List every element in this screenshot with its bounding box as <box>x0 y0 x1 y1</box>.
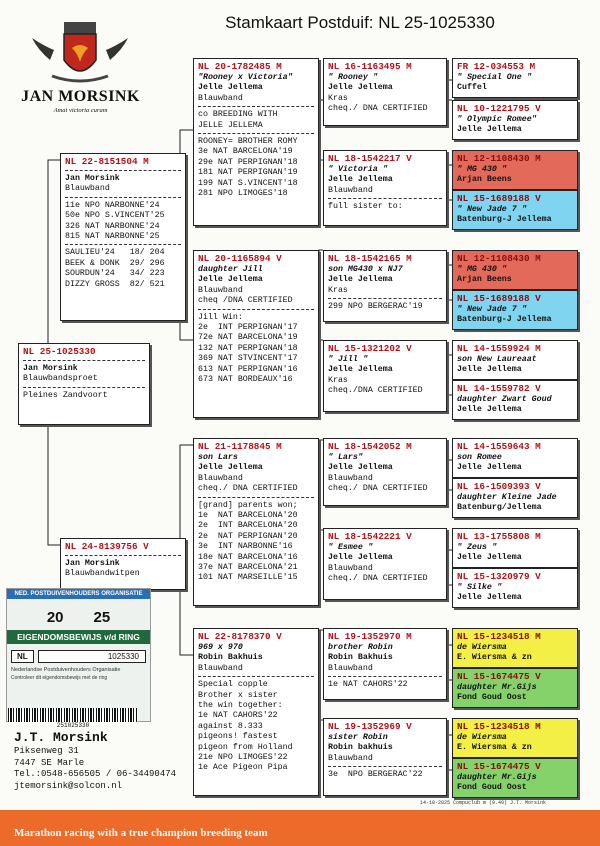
ring-number: NL 15-1674475 V <box>457 671 541 682</box>
print-stamp: 14-10-2025 Compuclub m (9.49) J.T. Morsink <box>420 800 547 806</box>
owner-name: Jelle Jellema <box>328 83 393 93</box>
pigeon-name: " New Jade 7 " <box>457 305 527 314</box>
ring-number: NL 15-1234518 M <box>457 631 541 642</box>
owner-name: Robin bakhuis <box>328 743 393 753</box>
owner-name: Arjan Beens <box>457 275 512 285</box>
ring-number: NL 18-1542165 M <box>328 253 412 264</box>
result-line: 673 NAT BORDEAUX'16 <box>198 375 293 385</box>
result-line: 369 NAT STVINCENT'17 <box>198 354 298 364</box>
pigeon-card-father <box>60 153 186 321</box>
note-line: co BREEDING WITH <box>198 110 278 120</box>
owner-name: Jelle Jellema <box>328 365 393 375</box>
owner-full-name: J.T. Morsink <box>14 730 108 745</box>
pigeon-name: son New Laureaat <box>457 355 537 364</box>
ring-number: NL 19-1352969 V <box>328 721 412 732</box>
ring-number: NL 15-1689188 V <box>457 193 541 204</box>
ring-number: NL 19-1352970 M <box>328 631 412 642</box>
pigeon-card-mmf <box>323 628 447 700</box>
owner-email: jtemorsink@solcon.nl <box>14 780 123 791</box>
owner-name: E. Wiersma & zn <box>457 653 532 663</box>
pigeon-card-mother <box>60 538 186 590</box>
pigeon-name: de Wiersma <box>457 643 507 652</box>
pigeon-card-mmm <box>323 718 447 796</box>
owner-name: Jelle Jellema <box>198 463 263 473</box>
certificate-line: cheq /DNA CERTIFIED <box>198 296 293 306</box>
pigeon-card-g9 <box>452 438 578 478</box>
ring-title: EIGENDOMSBEWIJS v/d RING <box>7 630 150 644</box>
color-line: Kras <box>328 285 348 295</box>
pigeon-name: son MG430 x NJ7 <box>328 265 403 274</box>
pigeon-card-fff <box>323 58 447 126</box>
pigeon-card-g14 <box>452 668 578 708</box>
pigeon-card-mm <box>193 628 319 796</box>
result-line: 815 NAT NARBONNE'25 <box>65 232 160 242</box>
result-line: BEEK & DONK 29/ 296 <box>65 258 165 268</box>
ring-number: NL 16-1163495 M <box>328 61 412 72</box>
result-line: 1e NAT BARCELONA'20 <box>198 511 298 521</box>
pigeon-card-g16 <box>452 758 578 798</box>
ring-number: NL 13-1755808 M <box>457 531 541 542</box>
owner-phone: Tel.:0548-656505 / 06-34490474 <box>14 769 177 780</box>
ring-number: NL 14-1559643 M <box>457 441 541 452</box>
pigeon-card-g5 <box>452 250 578 290</box>
pigeon-name: daughter Kleine Jade <box>457 493 557 502</box>
ring-number: NL 20-1782485 M <box>198 61 282 72</box>
certificate-line: cheq./DNA CERTIFIED <box>328 386 423 396</box>
pigeon-name: "Rooney x Victoria" <box>198 73 293 82</box>
result-line: 1e NAT CAHORS'22 <box>328 680 408 690</box>
pigeon-card-mf <box>193 438 319 606</box>
pigeon-name: " New Jade 7 " <box>457 205 527 214</box>
ring-number: NL 18-1542221 V <box>328 531 412 542</box>
footer-banner <box>0 810 600 846</box>
ring-year-right: 25 <box>93 609 111 626</box>
divider <box>23 387 145 388</box>
owner-street: Piksenweg 31 <box>14 746 79 756</box>
pigeon-name: son Lars <box>198 453 238 462</box>
pigeon-name: " Victoria " <box>328 165 388 174</box>
pigeon-name: " Special One " <box>457 73 532 82</box>
barcode <box>8 708 138 722</box>
result-line: 181 NAT PERPIGNAN'19 <box>198 168 298 178</box>
pigeon-name: " Olympic Romee" <box>457 115 537 124</box>
pigeon-name: son Romee <box>457 453 502 462</box>
pigeon-card-g7 <box>452 340 578 380</box>
divider <box>328 298 442 299</box>
owner-name: Jan Morsink <box>65 174 120 183</box>
ring-legend: Nederlandse Postduivenhouders Organisatie <box>11 667 121 673</box>
ring-number: NL 22-8151504 M <box>65 156 149 167</box>
note-line: [grand] parents won; <box>198 500 298 510</box>
pigeon-name: daughter Jill <box>198 265 263 274</box>
owner-name: Fond Goud Oost <box>457 693 527 703</box>
ring-number: NL 12-1108430 M <box>457 153 541 164</box>
ring-number: NL 22-8178370 V <box>198 631 282 642</box>
ring-header: NED. POSTDUIVENHOUDERS ORGANISATIE <box>7 589 150 599</box>
color-line: Blauwband <box>198 285 243 295</box>
pigeon-name: daughter Mr.Gijs <box>457 683 537 692</box>
pigeon-card-fmf <box>323 250 447 322</box>
owner-name: Batenburg-J Jellema <box>457 315 552 325</box>
owner-name: Jelle Jellema <box>328 553 393 563</box>
ring-year <box>7 609 150 626</box>
divider <box>65 244 181 245</box>
pigeon-name: " Rooney " <box>328 73 378 82</box>
pigeon-name: sister Robin <box>328 733 388 742</box>
note-line: Brother x sister <box>198 690 278 700</box>
color-line: Blauwband <box>328 563 373 573</box>
ring-number: NL 14-1559924 M <box>457 343 541 354</box>
color-line: Blauwbandwitpen <box>65 569 140 579</box>
result-line: 132 NAT PERPIGNAN'18 <box>198 343 298 353</box>
result-line: 29e NAT PERPIGNAN'18 <box>198 157 298 167</box>
ring-number: NL 12-1108430 M <box>457 253 541 264</box>
owner-name: Jelle Jellema <box>457 365 522 375</box>
pigeon-card-g1 <box>452 58 578 98</box>
divider <box>65 555 181 556</box>
owner-name: E. Wiersma & zn <box>457 743 532 753</box>
ring-number: NL 25-1025330 <box>23 346 96 357</box>
owner-name: Batenburg-J Jellema <box>457 215 552 225</box>
pigeon-card-g6 <box>452 290 578 330</box>
result-line: 72e NAT BARCELONA'19 <box>198 333 298 343</box>
divider <box>198 676 314 677</box>
ring-country: NL <box>11 650 34 663</box>
ring-number: NL 15-1689188 V <box>457 293 541 304</box>
owner-name: Jelle Jellema <box>328 275 393 285</box>
ring-number: NL 15-1674475 V <box>457 761 541 772</box>
pigeon-name: " Jill " <box>328 355 368 364</box>
certificate-line: cheq./ DNA CERTIFIED <box>328 484 428 494</box>
pigeon-name: " MG 430 " <box>457 265 507 274</box>
result-line: 2e NAT PERPIGNAN'20 <box>198 531 298 541</box>
owner-name: Jelle Jellema <box>328 175 393 185</box>
ring-number: NL 15-1321202 V <box>328 343 412 354</box>
pigeon-name: brother Robin <box>328 643 393 652</box>
pigeon-name: " Silke " <box>457 583 502 592</box>
pigeon-card-ffm <box>323 150 447 226</box>
divider <box>65 197 181 198</box>
pigeon-card-g2 <box>452 100 578 140</box>
pigeon-card-g8 <box>452 380 578 420</box>
owner-address <box>14 730 176 792</box>
result-line: ROONEY= BROTHER ROMY <box>198 137 298 147</box>
ring-number: NL 15-1234518 M <box>457 721 541 732</box>
note-line: against 8.333 <box>198 721 263 731</box>
result-line: 2e INT BARCELONA'20 <box>198 521 298 531</box>
pigeon-card-mff <box>323 438 447 506</box>
pigeon-name: de Wiersma <box>457 733 507 742</box>
owner-name: Arjan Beens <box>457 175 512 185</box>
pigeon-card-fm <box>193 250 319 418</box>
result-line: 37e NAT BARCELONA'21 <box>198 563 298 573</box>
ring-control-note: Controleer dit eigendomsbewijs met de ring <box>11 675 108 681</box>
ring-number: NL 10-1221795 V <box>457 103 541 114</box>
ring-number: NL 24-8139756 V <box>65 541 149 552</box>
color-line: Blauwband <box>328 753 373 763</box>
result-line: 281 NPO LIMOGES'18 <box>198 189 288 199</box>
note-line: Pleines Zandvoort <box>23 390 108 400</box>
note-line: full sister to: <box>328 202 403 212</box>
result-line: 299 NPO BERGERAC'19 <box>328 302 423 312</box>
result-line: 11e NPO NARBONNE'24 <box>65 200 160 210</box>
note-line: 1e NAT CAHORS'22 <box>198 711 278 721</box>
brand-motto: Amat victoria curam <box>53 107 108 114</box>
note-line: 1e Ace Pigeon Pipa <box>198 763 288 773</box>
result-line: 3e INT NARBONNE'16 <box>198 542 293 552</box>
color-line: Kras <box>328 93 348 103</box>
pigeon-card-g15 <box>452 718 578 758</box>
result-line: DIZZY GROSS 82/ 521 <box>65 279 165 289</box>
pigeon-card-subject <box>18 343 150 425</box>
result-line: 3e NAT BARCELONA'19 <box>198 147 293 157</box>
pigeon-name: " MG 430 " <box>457 165 507 174</box>
ring-number: 1025330 <box>38 650 146 663</box>
result-line: 2e INT PERPIGNAN'17 <box>198 323 298 333</box>
ring-number: NL 21-1178845 M <box>198 441 282 452</box>
owner-name: Jelle Jellema <box>457 125 522 135</box>
pigeon-name: " Zeus " <box>457 543 497 552</box>
divider <box>328 198 442 199</box>
owner-name: Robin Bakhuis <box>328 653 393 663</box>
color-line: Blauwband <box>198 93 243 103</box>
pigeon-card-ff <box>193 58 319 226</box>
ring-number: NL 18-1542052 M <box>328 441 412 452</box>
owner-name: Jelle Jellema <box>457 553 522 563</box>
color-line: Blauwband <box>328 185 373 195</box>
color-line: Blauwbandsproet <box>23 374 98 384</box>
result-line: 101 NAT MARSEILLE'15 <box>198 573 298 583</box>
note-line: Jill Win: <box>198 312 243 322</box>
color-line: Blauwband <box>65 184 110 194</box>
divider <box>198 106 314 107</box>
pigeon-card-g3 <box>452 150 578 190</box>
ring-number: FR 12-034553 M <box>457 61 536 72</box>
ring-number: NL 16-1509393 V <box>457 481 541 492</box>
note-line: JELLE JELLEMA <box>198 120 263 130</box>
result-line: 3e NPO BERGERAC'22 <box>328 770 423 780</box>
owner-name: Jelle Jellema <box>457 405 522 415</box>
note-line: the win together: <box>198 701 283 711</box>
result-line: 18e NAT BARCELONA'16 <box>198 552 298 562</box>
page-title: Stamkaart Postduif: NL 25-1025330 <box>225 13 495 32</box>
ring-year-left: 20 <box>46 609 64 626</box>
result-line: SOURDUN'24 34/ 223 <box>65 269 165 279</box>
pigeon-name: 969 x 970 <box>198 643 243 652</box>
owner-city: 7447 SE Marle <box>14 757 85 768</box>
owner-name: Batenburg/Jellema <box>457 503 542 513</box>
owner-name: Jan Morsink <box>65 559 120 568</box>
divider <box>65 170 181 171</box>
divider <box>23 360 145 361</box>
ring-certificate <box>6 588 151 722</box>
footer-slogan: Marathon racing with a true champion breeding team <box>14 827 268 839</box>
color-line: Blauwband <box>198 473 243 483</box>
owner-name: Jelle Jellema <box>457 593 522 603</box>
brand-name: JAN MORSINK <box>21 88 140 105</box>
pigeon-name: " Lars" <box>328 453 363 462</box>
ring-number: NL 14-1559782 V <box>457 383 541 394</box>
pigeon-name: daughter Zwart Goud <box>457 395 552 404</box>
ring-number-row <box>11 650 146 663</box>
note-line: Special copple <box>198 680 268 690</box>
result-line: 199 NAT S.VINCENT'18 <box>198 178 298 188</box>
pigeon-card-g11 <box>452 528 578 568</box>
owner-name: Jelle Jellema <box>198 275 263 285</box>
pigeon-name: " Esmee " <box>328 543 373 552</box>
divider <box>328 676 442 677</box>
owner-name: Fond Goud Oost <box>457 783 527 793</box>
certificate-line: cheq./ DNA CERTIFIED <box>328 574 428 584</box>
divider <box>198 133 314 134</box>
certificate-line: cheq./ DNA CERTIFIED <box>198 484 298 494</box>
note-line: pigeons! fastest <box>198 732 278 742</box>
result-line: 50e NPO S.VINCENT'25 <box>65 211 165 221</box>
color-line: Blauwband <box>328 473 373 483</box>
color-line: Blauwband <box>198 663 243 673</box>
result-line: 326 NAT NARBONNE'24 <box>65 221 160 231</box>
pigeon-card-g12 <box>452 568 578 608</box>
pigeon-card-mfm <box>323 528 447 600</box>
pigeon-card-g4 <box>452 190 578 230</box>
ring-number: NL 20-1165894 V <box>198 253 282 264</box>
pigeon-card-fmm <box>323 340 447 412</box>
color-line: Kras <box>328 375 348 385</box>
divider <box>328 766 442 767</box>
owner-name: Cuffel <box>457 83 487 93</box>
owner-name: Jan Morsink <box>23 364 78 373</box>
pigeon-card-g10 <box>452 478 578 518</box>
ring-number: NL 15-1320979 V <box>457 571 541 582</box>
owner-name: Jelle Jellema <box>328 463 393 473</box>
pigeon-card-g13 <box>452 628 578 668</box>
owner-name: Robin Bakhuis <box>198 653 263 663</box>
pigeon-name: daughter Mr.Gijs <box>457 773 537 782</box>
divider <box>198 497 314 498</box>
result-line: SAULIEU'24 18/ 204 <box>65 248 165 258</box>
result-line: 613 NAT PERPIGNAN'16 <box>198 364 298 374</box>
owner-name: Jelle Jellema <box>198 83 263 93</box>
owner-name: Jelle Jellema <box>457 463 522 473</box>
barcode-number: 251025330 <box>56 722 90 729</box>
color-line: Blauwband <box>328 663 373 673</box>
note-line: pigeon from Holland <box>198 742 293 752</box>
divider <box>198 309 314 310</box>
note-line: 21e NPO LIMOGES'22 <box>198 753 288 763</box>
ring-number: NL 18-1542217 V <box>328 153 412 164</box>
certificate-line: cheq./ DNA CERTIFIED <box>328 104 428 114</box>
